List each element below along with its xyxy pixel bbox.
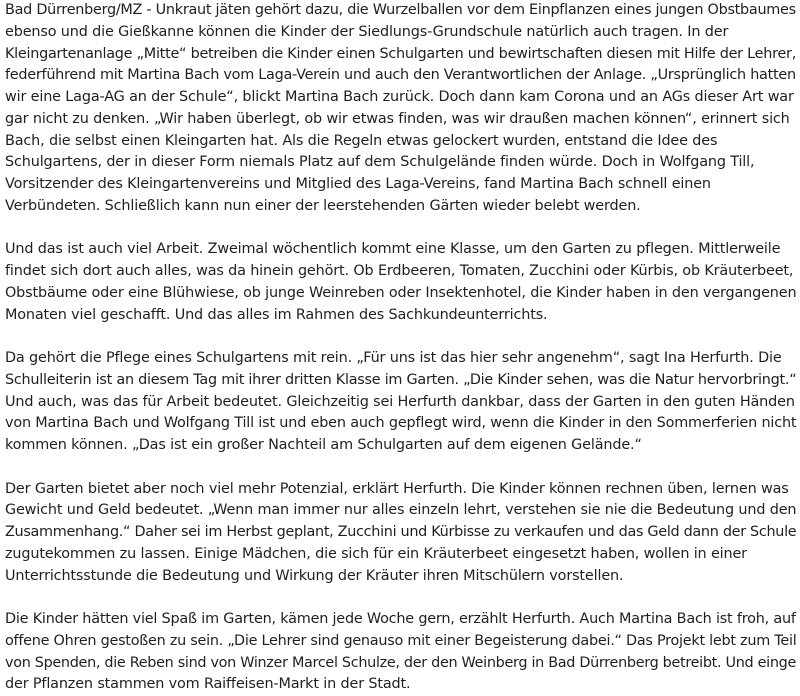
paragraph-line: zugutekommen zu lassen. Einige Mädchen, die sich für ein Kräuterbeet eingesetzt haben, wollen in einer: [5, 545, 747, 562]
paragraph-line: der Pflanzen stammen vom Raiffeisen-Markt in der Stadt.: [5, 676, 411, 693]
paragraph-line: Und auch, was das für Arbeit bedeutet. Gleichzeitig sei Herfurth dankbar, dass der Garten in den guten Händen: [5, 393, 795, 410]
paragraph-line: Die Kinder hätten viel Spaß im Garten, kämen jede Woche gern, erzählt Herfurth. Auch Martina Bach ist froh, auf: [5, 611, 796, 627]
paragraph-line: Obstbäume oder eine Blühwiese, ob junge Weinreben oder Insektenhotel, die Kinder haben in den vergangenen: [5, 284, 797, 301]
paragraph-line: wir eine Laga-AG an der Schule“, blickt Martina Bach zurück. Doch dann kam Corona und an AGs dieser Art war: [5, 89, 794, 105]
paragraph-line: Bach, die selbst einen Kleingarten hat. Als die Regeln etwas gelockert wurden, entstand die Idee des: [5, 132, 718, 149]
paragraph-line: Da gehört die Pflege eines Schulgartens mit rein. „Für uns ist das hier sehr angenehm“, sagt Ina Herfurth. Die: [5, 350, 782, 366]
paragraph-line: Schulgartens, der in dieser Form niemals Platz auf dem Schulgelände finden würde. Doch in Wolfgang Till,: [5, 154, 755, 171]
paragraph-line: Bad Dürrenberg/MZ - Unkraut jäten gehört dazu, die Wurzelballen vor dem Einpflanzen eines jungen Obstbaumes: [5, 2, 796, 18]
paragraph-line: Gewicht und Geld bedeutet. „Wenn man immer nur alles einzeln lehrt, verstehen sie nie die Bedeutung und den: [5, 502, 797, 519]
paragraph-line: Vorsitzender des Kleingartenvereins und Mitglied des Laga-Vereins, fand Martina Bach schnell einen: [5, 176, 711, 192]
article-paragraph: [5, 348, 796, 457]
article-paragraph: [5, 239, 796, 326]
paragraph-line: Zusammenhang.“ Daher sei im Herbst geplant, Zucchini und Kürbisse zu verkaufen und das Geld dann der Schule: [5, 524, 797, 540]
paragraph-line: Der Garten bietet aber noch viel mehr Potenzial, erklärt Herfurth. Die Kinder können rechnen üben, lernen was: [5, 480, 789, 497]
article-paragraph: [5, 0, 796, 218]
paragraph-line: Verbündeten. Schließlich kann nun einer der leerstehenden Gärten wieder belebt werden.: [5, 197, 641, 214]
paragraph-line: Unterrichtsstunde die Bedeutung und Wirkung der Kräuter ihren Mitschülern vorstellen.: [5, 567, 624, 584]
paragraph-line: Monaten viel geschafft. Und das alles im Rahmen des Sachkundeunterrichts.: [5, 306, 548, 323]
paragraph-line: offene Ohren gestoßen zu sein. „Die Lehrer sind genauso mit einer Begeisterung dabei.“ Das Projekt lebt zum Teil: [5, 632, 797, 649]
paragraph-line: findet sich dort auch alles, was da hinein gehört. Ob Erdbeeren, Tomaten, Zucchini oder Kürbis, ob Kräuterbeet,: [5, 263, 794, 279]
paragraph-line: ebenso und die Gießkanne können die Kinder der Siedlungs-Grundschule natürlich auch tragen. In der: [5, 23, 729, 40]
paragraph-line: Kleingartenanlage „Mitte“ betreiben die Kinder einen Schulgarten und bewirtschaften diesen mit Hilfe der Lehrer,: [5, 45, 797, 62]
article-paragraph: [5, 479, 796, 588]
paragraph-line: federführend mit Martina Bach vom Laga-Verein und auch den Verantwortlichen der Anlage. „Ursprünglich hatten: [5, 67, 796, 84]
paragraph-line: Und das ist auch viel Arbeit. Zweimal wöchentlich kommt eine Klasse, um den Garten zu pflegen. Mittlerweile: [5, 241, 781, 258]
article-paragraph: [5, 609, 796, 696]
paragraph-line: von Spenden, die Reben sind von Winzer Marcel Schulze, der den Weinberg in Bad Dürrenberg betreibt. Und einge: [5, 654, 797, 671]
paragraph-line: Schulleiterin ist an diesem Tag mit ihrer dritten Klasse im Garten. „Die Kinder sehen, was die Natur hervorbringt.“: [5, 371, 797, 388]
paragraph-line: gar nicht zu denken. „Wir haben überlegt, ob wir etwas finden, was wir draußen machen können“, erinnert sich: [5, 110, 790, 127]
paragraph-line: kommen können. „Das ist ein großer Nachteil am Schulgarten auf dem eigenen Gelände.“: [5, 437, 642, 453]
paragraph-line: von Martina Bach und Wolfgang Till ist und eben auch gepflegt wird, wenn die Kinder in den Sommerferien nicht: [5, 415, 797, 432]
